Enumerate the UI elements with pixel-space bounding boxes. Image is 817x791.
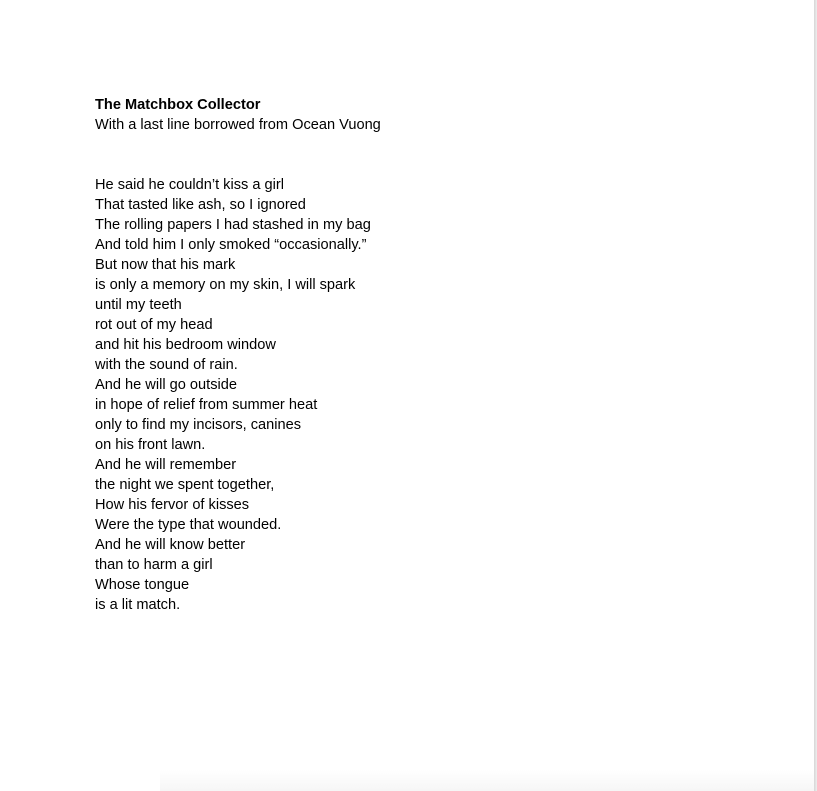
poem-line: on his front lawn. (95, 437, 206, 453)
poem (95, 95, 381, 615)
page-bottom-shadow (160, 770, 814, 791)
poem-line: than to harm a girl (95, 557, 213, 573)
poem-subtitle: With a last line borrowed from Ocean Vuong (95, 117, 381, 133)
poem-line: The rolling papers I had stashed in my bag (95, 217, 371, 233)
poem-line: and hit his bedroom window (95, 337, 276, 353)
poem-line: And he will remember (95, 457, 237, 473)
poem-line: Were the type that wounded. (95, 517, 282, 533)
poem-line: And told him I only smoked “occasionally.” (95, 237, 367, 253)
poem-line: How his fervor of kisses (95, 497, 250, 513)
poem-title: The Matchbox Collector (95, 97, 261, 113)
poem-line: until my teeth (95, 297, 182, 313)
poem-line: But now that his mark (95, 257, 236, 273)
poem-line: And he will know better (95, 537, 246, 553)
poem-line: in hope of relief from summer heat (95, 397, 318, 413)
poem-line: He said he couldn’t kiss a girl (95, 177, 284, 193)
poem-line: with the sound of rain. (95, 357, 238, 373)
poem-line: rot out of my head (95, 317, 213, 333)
poem-line: That tasted like ash, so I ignored (95, 197, 306, 213)
poem-line: only to find my incisors, canines (95, 417, 302, 433)
poem-line: the night we spent together, (95, 477, 275, 493)
poem-line: Whose tongue (95, 577, 190, 593)
poem-body (95, 175, 381, 615)
poem-line: is only a memory on my skin, I will spark (95, 277, 356, 293)
poem-line: is a lit match. (95, 597, 181, 613)
poem-line: And he will go outside (95, 377, 237, 393)
